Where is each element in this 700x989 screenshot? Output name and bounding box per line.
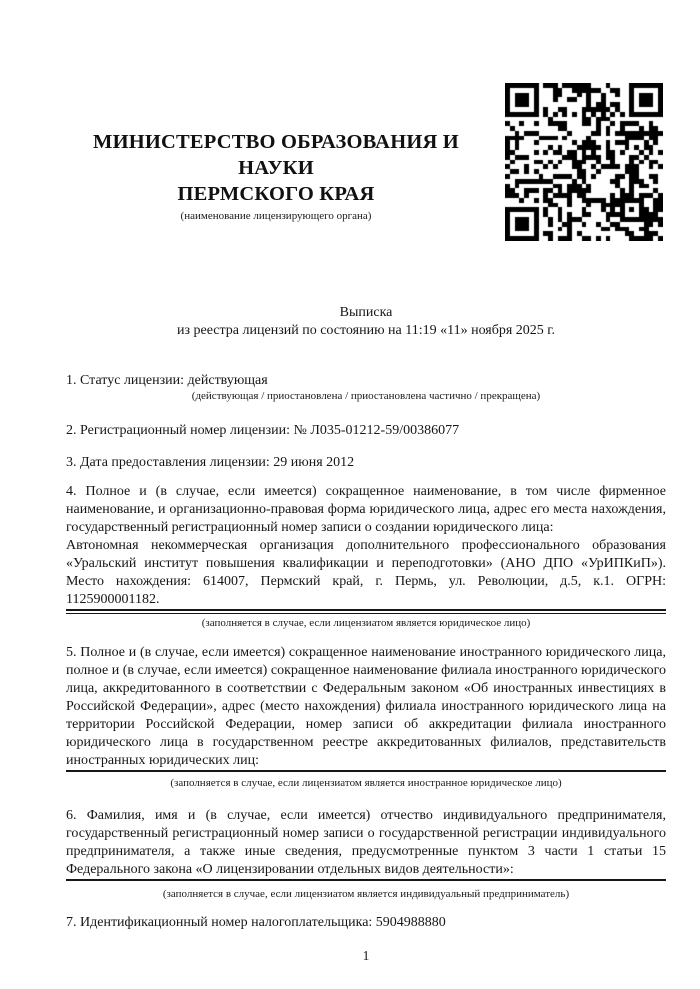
license-status-item: 1. Статус лицензии: действующая — [66, 373, 268, 388]
legal-entity-item — [66, 483, 666, 609]
foreign-entity-item — [66, 644, 666, 770]
legal-entity-question: 4. Полное и (в случае, если имеется) сокращенное наименование, в том числе фирменное наименование, и организационно-правовая форма юридического лица, адрес его места нахождения, государственный регистрационный номер записи о создании юридического лица: — [66, 484, 666, 535]
entrepreneur-caption: (заполняется в случае, если лицензиатом является индивидуальный предприниматель) — [162, 888, 570, 900]
registration-number-item: 2. Регистрационный номер лицензии: № Л035-01212-59/00386077 — [66, 423, 460, 438]
foreign-entity-question: 5. Полное и (в случае, если имеется) сокращенное наименование иностранного юридического лица, полное и (в случае, если имеется) сокращенное наименование филиала иностранного юридического лица, аккредитованного в соответствии с Федеральным законом «Об иностранных инвестициях в Российской Федерации», адрес (место нахождения) филиала иностранного юридического лица на территории Российской Федерации, номер записи об аккредитации филиала иностранного юридического лица в государственном реестре аккредитованных филиалов, представительств иностранных юридических лиц: — [66, 645, 666, 768]
authority-name-line2: ПЕРМСКОГО КРАЯ — [177, 183, 375, 205]
grant-date-item: 3. Дата предоставления лицензии: 29 июня 2012 — [66, 455, 355, 470]
entrepreneur-question: 6. Фамилия, имя и (в случае, если имеется) отчество индивидуального предпринимателя, государственный регистрационный номер записи о государственной регистрации индивидуального предпринимателя, а также иные сведения, предусмотренные пунктом 3 части 1 статьи 15 Федерального закона «О лицензировании отдельных видов деятельности»: — [66, 808, 666, 877]
document-title-line2: из реестра лицензий по состоянию на 11:19 «11» ноября 2025 г. — [177, 323, 555, 338]
entrepreneur-item — [66, 807, 666, 879]
entrepreneur-underline — [66, 879, 666, 881]
legal-entity-underline — [66, 609, 666, 614]
taxpayer-number-item: 7. Идентификационный номер налогоплательщика: 5904988880 — [66, 915, 446, 930]
document-body — [66, 0, 666, 965]
document-title-line1: Выписка — [339, 305, 393, 320]
foreign-entity-caption: (заполняется в случае, если лицензиатом является иностранное юридическое лицо) — [170, 777, 562, 789]
foreign-entity-underline — [66, 770, 666, 772]
document-title — [66, 304, 666, 340]
authority-name-line1: МИНИСТЕРСТВО ОБРАЗОВАНИЯ И НАУКИ — [93, 131, 459, 179]
legal-entity-answer: Автономная некоммерческая организация дополнительного профессионального образования «Уральский институт повышения квалификации и переподготовки» (АНО ДПО «УрИПКиП»). Место нахождения: 614007, Пермский край, г. Пермь, ул. Революции, д.5, к.1. ОГРН: 1125900001182. — [66, 538, 666, 607]
license-status-options-caption: (действующая / приостановлена / приостановлена частично / прекращена) — [191, 390, 541, 402]
authority-name-caption: (наименование лицензирующего органа) — [180, 210, 372, 222]
legal-entity-caption: (заполняется в случае, если лицензиатом является юридическое лицо) — [201, 617, 531, 629]
page-number: 1 — [362, 948, 370, 963]
